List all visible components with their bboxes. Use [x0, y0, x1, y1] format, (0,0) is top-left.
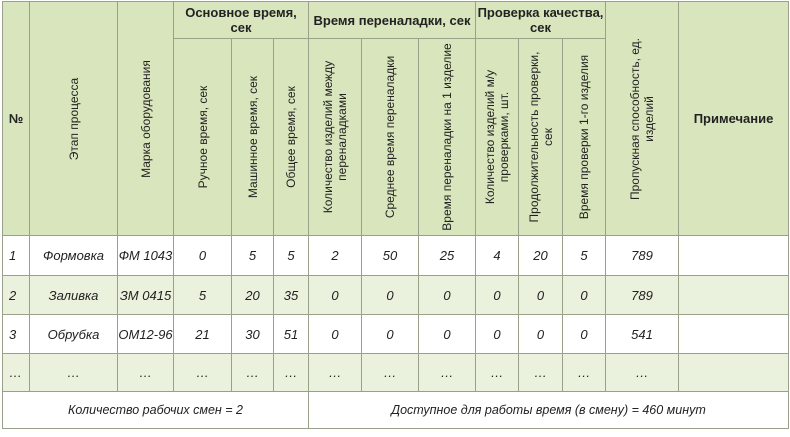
- row-check-duration: …: [519, 354, 563, 392]
- header-check-duration: Продолжительность проверки, сек: [519, 39, 563, 236]
- row-check-per-item: 0: [563, 315, 606, 354]
- header-changeover: Время переналадки, сек: [309, 2, 476, 39]
- footer-available-time: Доступное для работы время (в смену) = 460 минут: [309, 392, 789, 429]
- table-row: [3, 276, 789, 315]
- row-total: 35: [274, 276, 309, 315]
- row-machine: …: [232, 354, 274, 392]
- header-throughput: Пропускная способность, ед. изделий: [606, 2, 679, 236]
- row-count-between: 2: [309, 236, 362, 276]
- header-stage: Этап процесса: [30, 2, 118, 236]
- header-changeover-per-item: Время переналадки на 1 изделие: [419, 39, 476, 236]
- row-num: 3: [3, 315, 30, 354]
- row-num: …: [3, 354, 30, 392]
- header-manual-time: Ручное время, сек: [174, 39, 232, 236]
- header-avg-changeover: Среднее время переналадки: [362, 39, 419, 236]
- row-count-between: 0: [309, 315, 362, 354]
- header-machine-time: Машинное время, сек: [232, 39, 274, 236]
- row-count-between: …: [309, 354, 362, 392]
- row-check-per-item: 5: [563, 236, 606, 276]
- row-num: 2: [3, 276, 30, 315]
- table-row: [3, 236, 789, 276]
- row-count-checks: 0: [476, 276, 519, 315]
- table-row: [3, 315, 789, 354]
- row-note: [679, 354, 789, 392]
- header-num: №: [3, 2, 30, 236]
- row-equipment: ФМ 1043: [118, 236, 174, 276]
- row-changeover-per-item: …: [419, 354, 476, 392]
- row-stage: Заливка: [30, 276, 118, 315]
- row-note: [679, 236, 789, 276]
- row-throughput: 789: [606, 276, 679, 315]
- header-count-between-checks: Количество изделий м/у проверками, шт.: [476, 39, 519, 236]
- row-changeover-per-item: 25: [419, 236, 476, 276]
- row-count-between: 0: [309, 276, 362, 315]
- row-manual: …: [174, 354, 232, 392]
- row-avg-changeover: 0: [362, 276, 419, 315]
- row-machine: 30: [232, 315, 274, 354]
- row-equipment: ОМ12-96: [118, 315, 174, 354]
- row-stage: …: [30, 354, 118, 392]
- row-manual: 21: [174, 315, 232, 354]
- header-basic-time: Основное время, сек: [174, 2, 309, 39]
- table-row: [3, 354, 789, 392]
- row-equipment: ЗМ 0415: [118, 276, 174, 315]
- row-total: 51: [274, 315, 309, 354]
- header-equipment: Марка оборудования: [118, 2, 174, 236]
- row-check-duration: 0: [519, 315, 563, 354]
- row-total: 5: [274, 236, 309, 276]
- row-stage: Обрубка: [30, 315, 118, 354]
- row-throughput: 541: [606, 315, 679, 354]
- row-total: …: [274, 354, 309, 392]
- header-note: Примечание: [679, 2, 789, 236]
- row-changeover-per-item: 0: [419, 315, 476, 354]
- header-quality: Проверка качества, сек: [476, 2, 606, 39]
- row-check-per-item: 0: [563, 276, 606, 315]
- row-manual: 5: [174, 276, 232, 315]
- row-count-checks: 4: [476, 236, 519, 276]
- row-changeover-per-item: 0: [419, 276, 476, 315]
- row-count-checks: …: [476, 354, 519, 392]
- row-machine: 20: [232, 276, 274, 315]
- header-check-per-item: Время проверки 1-го изделия: [563, 39, 606, 236]
- row-note: [679, 315, 789, 354]
- process-table: [2, 1, 789, 429]
- header-count-between: Количество изделий между переналадками: [309, 39, 362, 236]
- row-note: [679, 276, 789, 315]
- row-avg-changeover: 0: [362, 315, 419, 354]
- footer-shifts: Количество рабочих смен = 2: [3, 392, 309, 429]
- row-stage: Формовка: [30, 236, 118, 276]
- header-total-time: Общее время, сек: [274, 39, 309, 236]
- row-machine: 5: [232, 236, 274, 276]
- row-avg-changeover: 50: [362, 236, 419, 276]
- row-equipment: …: [118, 354, 174, 392]
- row-num: 1: [3, 236, 30, 276]
- row-throughput: 789: [606, 236, 679, 276]
- row-avg-changeover: …: [362, 354, 419, 392]
- row-check-duration: 20: [519, 236, 563, 276]
- row-check-duration: 0: [519, 276, 563, 315]
- row-throughput: …: [606, 354, 679, 392]
- row-check-per-item: …: [563, 354, 606, 392]
- row-count-checks: 0: [476, 315, 519, 354]
- row-manual: 0: [174, 236, 232, 276]
